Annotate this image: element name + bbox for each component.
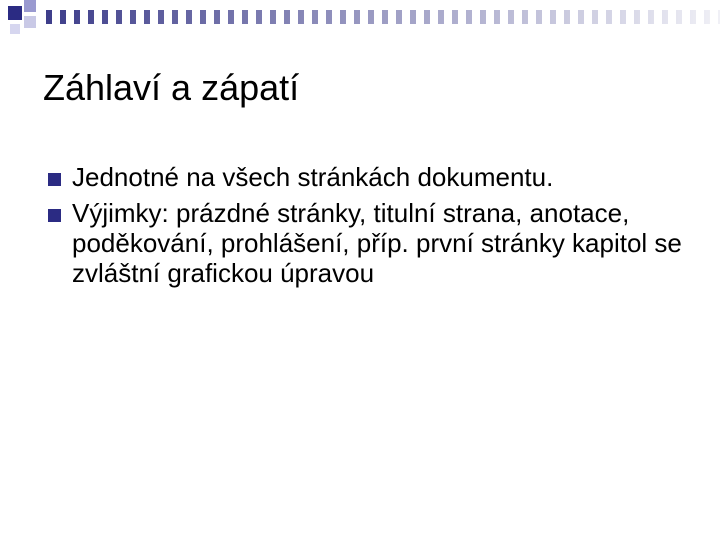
decor-stripe-band [46, 10, 720, 24]
decor-square-2 [24, 0, 36, 12]
slide-title: Záhlaví a zápatí [43, 67, 300, 108]
decor-square-3 [24, 16, 36, 28]
decor-square-1 [8, 6, 22, 20]
bullet-list [58, 162, 698, 294]
bullet-item-1 [58, 162, 698, 192]
bullet-item-2 [58, 198, 698, 288]
bullet-lead-1: Jednotné [72, 162, 179, 192]
bullet-text-2: prázdné stránky, titulní strana, anotace, poděkování, prohlášení, příp. první stránky kapitol se zvláštní grafickou úpravou [72, 198, 682, 288]
bullet-lead-2: Výjimky: [72, 198, 169, 228]
square-bullet-icon [48, 209, 61, 222]
header-decoration [0, 0, 720, 40]
square-bullet-icon [48, 173, 61, 186]
bullet-text-1: na všech stránkách dokumentu. [178, 162, 554, 192]
decor-square-4 [10, 24, 20, 34]
